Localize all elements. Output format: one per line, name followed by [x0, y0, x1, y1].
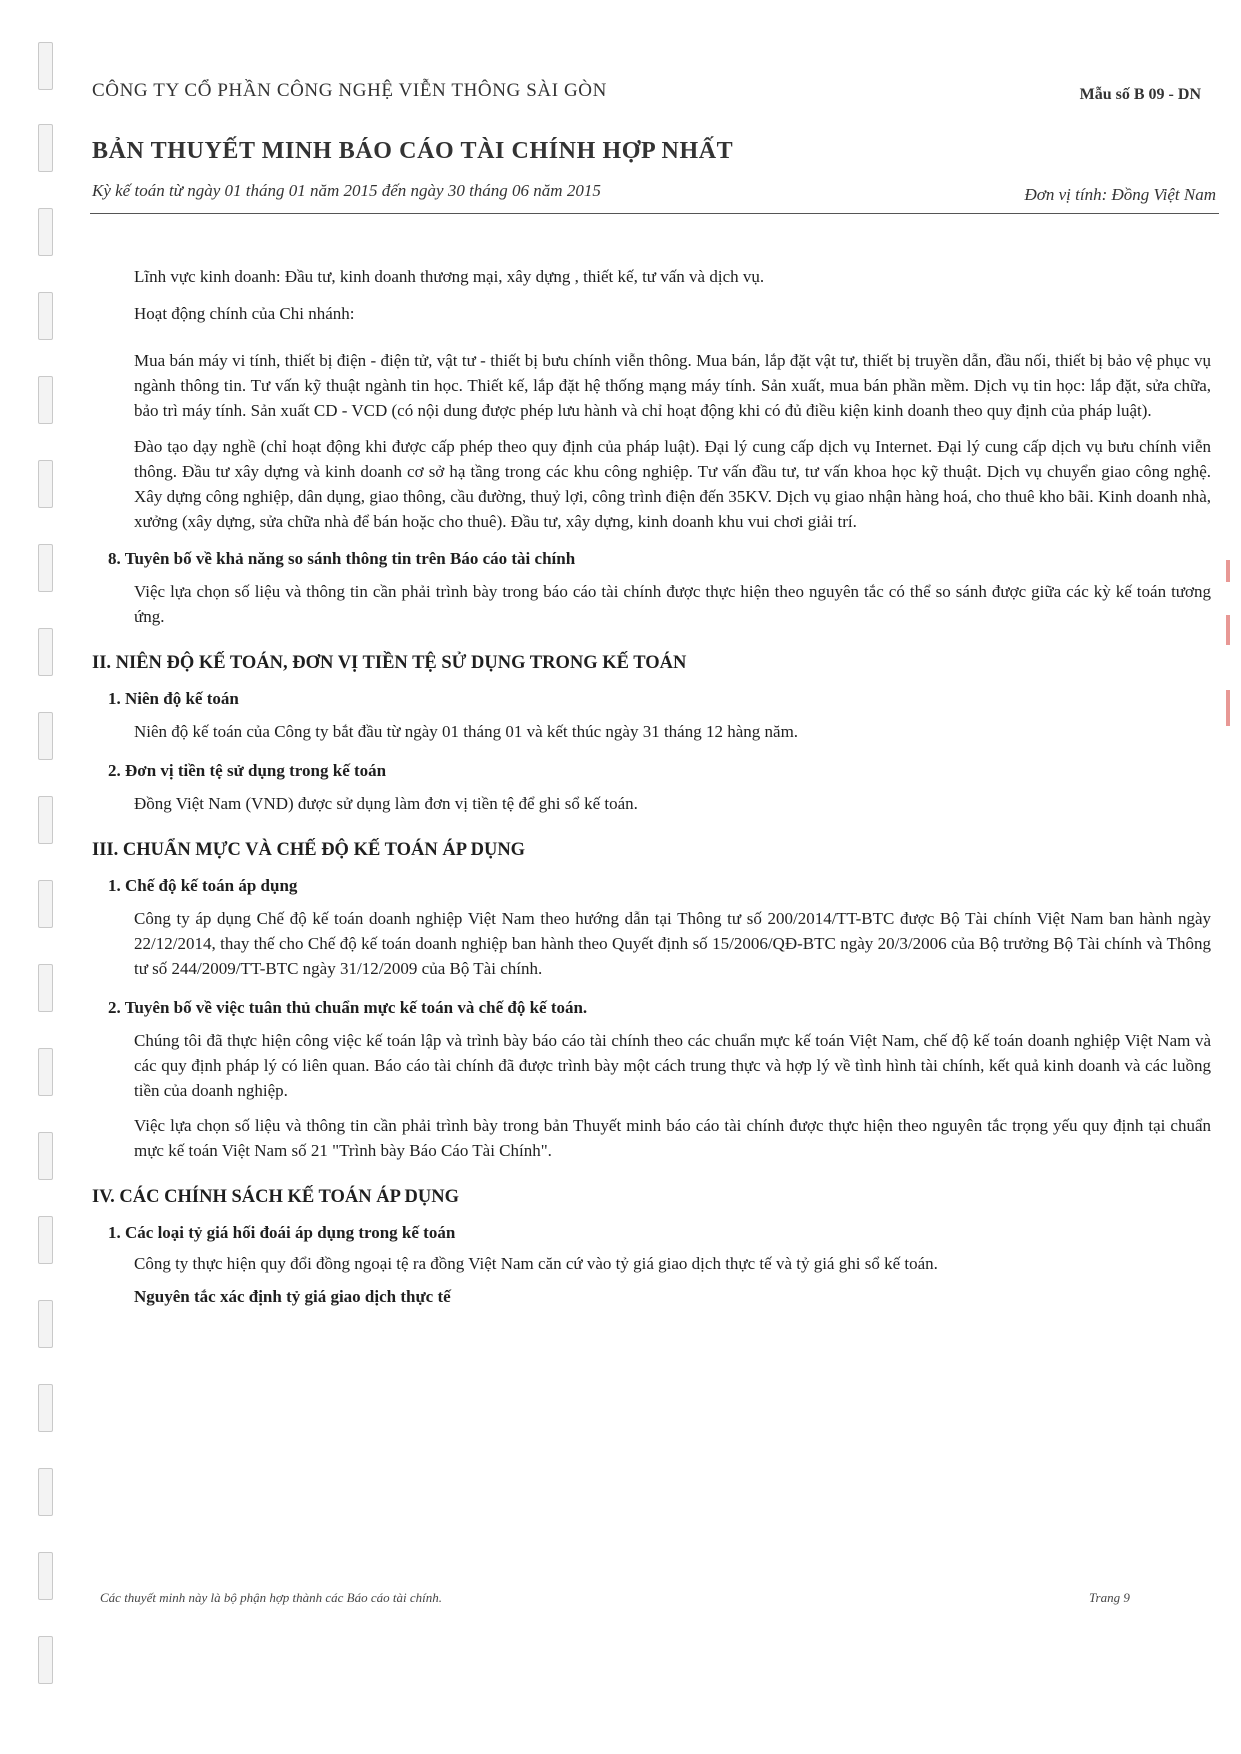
punch-hole — [38, 1216, 53, 1264]
stamp-mark — [1226, 560, 1230, 582]
punch-hole — [38, 42, 53, 90]
section-3-item-1-heading: 1. Chế độ kế toán áp dụng — [108, 876, 298, 895]
section-2-item-2-text: Đồng Việt Nam (VND) được sử dụng làm đơn vị tiền tệ để ghi sổ kế toán. — [134, 794, 638, 813]
punch-hole — [38, 1048, 53, 1096]
punch-hole — [38, 1132, 53, 1180]
activity-paragraph-2: Đào tạo dạy nghề (chỉ hoạt động khi được cấp phép theo quy định của pháp luật). Đại lý cung cấp dịch vụ Internet. Đại lý cung cấp dịch vụ bưu chính viễn thông. Đầu tư xây dựng và kinh doanh cơ sở hạ tầng trong các khu công nghiệp. Tư vấn đầu tư, tư vấn khoa học kỹ thuật. Dịch vụ chuyển giao công nghệ. Xây dựng công nghiệp, dân dụng, giao thông, cầu đường, thuỷ lợi, công trình điện đến 35KV. Dịch vụ giao nhận hàng hoá, cho thuê kho bãi. Kinh doanh nhà, xưởng (xây dựng, sửa chữa nhà để bán hoặc cho thuê). Đầu tư, xây dựng, kinh doanh khu vui chơi giải trí. — [134, 437, 1211, 531]
punch-hole — [38, 628, 53, 676]
branch-activity-label: Hoạt động chính của Chi nhánh: — [134, 304, 355, 323]
binder-punch-strip — [0, 0, 60, 1754]
punch-hole — [38, 460, 53, 508]
business-field: Lĩnh vực kinh doanh: Đầu tư, kinh doanh thương mại, xây dựng , thiết kế, tư vấn và dịch vụ. — [134, 267, 765, 286]
footer-note: Các thuyết minh này là bộ phận hợp thành các Báo cáo tài chính. — [100, 1590, 442, 1605]
section-3-item-1-text: Công ty áp dụng Chế độ kế toán doanh nghiệp Việt Nam theo hướng dẫn tại Thông tư số 200/2014/TT-BTC được Bộ Tài chính Việt Nam ban hành ngày 22/12/2014, thay thế cho Chế độ kế toán doanh nghiệp ban hành theo Quyết định số 15/2006/QĐ-BTC ngày 20/3/2006 của Bộ trưởng Bộ Tài chính và Thông tư số 244/2009/TT-BTC ngày 31/12/2009 của Bộ Tài chính. — [134, 909, 1211, 978]
punch-hole — [38, 880, 53, 928]
punch-hole — [38, 1552, 53, 1600]
stamp-mark — [1226, 615, 1230, 645]
section-2-item-2-heading: 2. Đơn vị tiền tệ sử dụng trong kế toán — [108, 761, 387, 780]
item-8-heading: 8. Tuyên bố về khả năng so sánh thông tin trên Báo cáo tài chính — [108, 549, 576, 568]
punch-hole — [38, 544, 53, 592]
section-3-item-2-paragraph-2: Việc lựa chọn số liệu và thông tin cần phải trình bày trong bản Thuyết minh báo cáo tài chính được thực hiện theo nguyên tắc trọng yếu quy định tại chuẩn mực kế toán Việt Nam số 21 "Trình bày Báo Cáo Tài Chính". — [134, 1116, 1211, 1160]
document-body — [92, 264, 1211, 1309]
section-4-item-1-subheading: Nguyên tắc xác định tỷ giá giao dịch thực tế — [134, 1287, 451, 1306]
section-2-item-1-text: Niên độ kế toán của Công ty bắt đầu từ ngày 01 tháng 01 và kết thúc ngày 31 tháng 12 hàng năm. — [134, 722, 799, 741]
section-3-item-2-paragraph-1: Chúng tôi đã thực hiện công việc kế toán lập và trình bày báo cáo tài chính theo các chuẩn mực kế toán Việt Nam, chế độ kế toán doanh nghiệp Việt Nam và các quy định pháp lý có liên quan. Báo cáo tài chính đã được trình bày một cách trung thực và hợp lý về tình hình tài chính, kết quả kinh doanh và các luồng tiền của doanh nghiệp. — [134, 1031, 1211, 1100]
section-4-heading: IV. CÁC CHÍNH SÁCH KẾ TOÁN ÁP DỤNG — [92, 1187, 459, 1207]
stamp-mark — [1226, 690, 1230, 726]
punch-hole — [38, 208, 53, 256]
activity-paragraph-1: Mua bán máy vi tính, thiết bị điện - điện tử, vật tư - thiết bị bưu chính viễn thông. Mua bán, lắp đặt vật tư, thiết bị truyền dẫn, đầu nối, thiết bị bảo vệ phục vụ ngành thông tin. Tư vấn kỹ thuật ngành tin học. Thiết kế, lắp đặt hệ thống mạng máy tính. Sản xuất, mua bán phần mềm. Dịch vụ tin học: lắp đặt, sửa chữa, bảo trì máy tính. Sản xuất CD - VCD (có nội dung được phép lưu hành và chỉ hoạt động khi có đủ điều kiện kinh doanh theo quy định của pháp luật). — [134, 351, 1211, 420]
punch-hole — [38, 376, 53, 424]
punch-hole — [38, 796, 53, 844]
company-name: CÔNG TY CỔ PHẦN CÔNG NGHỆ VIỄN THÔNG SÀI GÒN — [92, 80, 607, 101]
punch-hole — [38, 964, 53, 1012]
punch-hole — [38, 1636, 53, 1684]
section-2-item-1-heading: 1. Niên độ kế toán — [108, 689, 239, 708]
form-code: Mẫu số B 09 - DN — [1079, 86, 1201, 103]
section-3-item-2-heading: 2. Tuyên bố về việc tuân thủ chuẩn mực kế toán và chế độ kế toán. — [108, 998, 588, 1017]
page-number: Trang 9 — [1089, 1590, 1130, 1605]
punch-hole — [38, 712, 53, 760]
section-4-item-1-heading: 1. Các loại tỷ giá hối đoái áp dụng trong kế toán — [108, 1223, 456, 1242]
header-divider — [90, 213, 1219, 214]
punch-hole — [38, 1384, 53, 1432]
punch-hole — [38, 124, 53, 172]
punch-hole — [38, 1300, 53, 1348]
punch-hole — [38, 1468, 53, 1516]
section-3-heading: III. CHUẨN MỰC VÀ CHẾ ĐỘ KẾ TOÁN ÁP DỤNG — [92, 840, 526, 860]
currency-unit: Đơn vị tính: Đồng Việt Nam — [1024, 185, 1216, 204]
accounting-period: Kỳ kế toán từ ngày 01 tháng 01 năm 2015 đến ngày 30 tháng 06 năm 2015 — [92, 181, 601, 200]
section-4-item-1-text: Công ty thực hiện quy đổi đồng ngoại tệ ra đồng Việt Nam căn cứ vào tỷ giá giao dịch thực tế và tỷ giá ghi sổ kế toán. — [134, 1254, 938, 1273]
document-title: BẢN THUYẾT MINH BÁO CÁO TÀI CHÍNH HỢP NHẤT — [92, 138, 734, 164]
punch-hole — [38, 292, 53, 340]
item-8-text: Việc lựa chọn số liệu và thông tin cần phải trình bày trong báo cáo tài chính được thực hiện theo nguyên tắc có thể so sánh được giữa các kỳ kế toán tương ứng. — [134, 582, 1211, 626]
section-2-heading: II. NIÊN ĐỘ KẾ TOÁN, ĐƠN VỊ TIỀN TỆ SỬ DỤNG TRONG KẾ TOÁN — [92, 653, 687, 673]
